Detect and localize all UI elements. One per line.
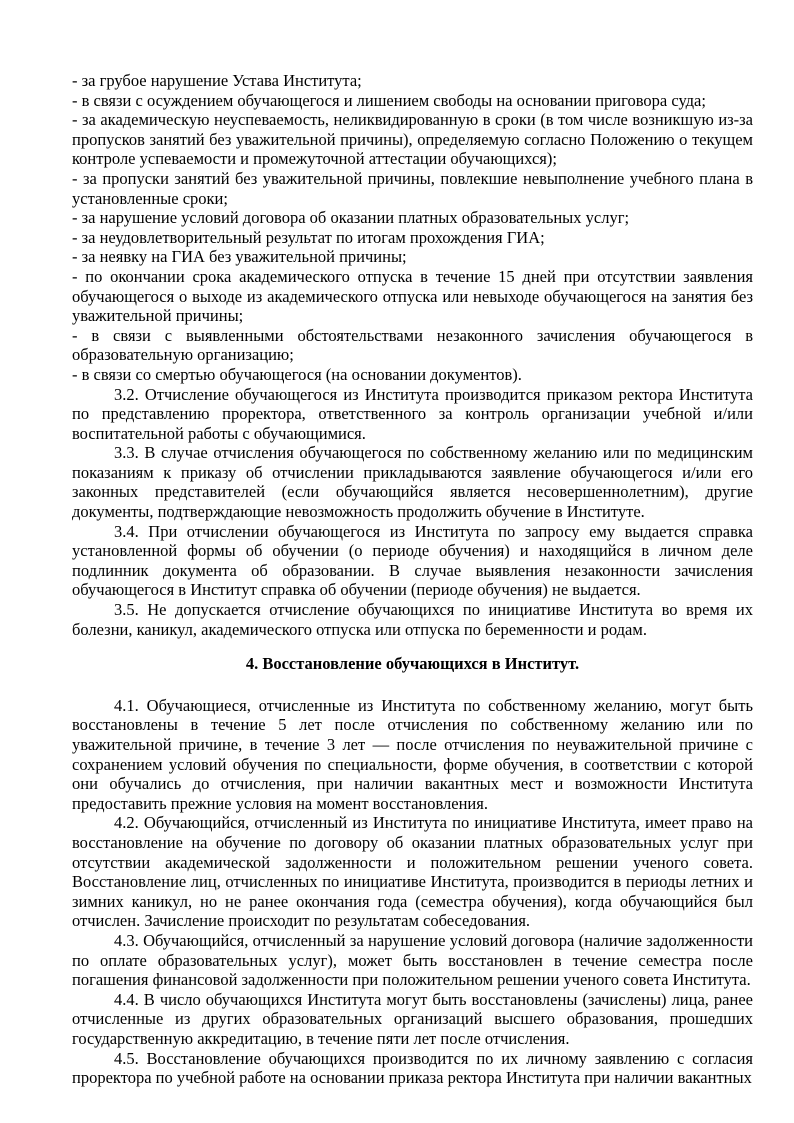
expulsion-reason-item: - по окончании срока академического отпуска в течение 15 дней при отсутствии заявления обучающегося о выходе из академического отпуска или невыходе обучающегося на занятия без уважительной причины; [72, 266, 753, 326]
clause-3-5: 3.5. Не допускается отчисление обучающихся по инициативе Института во время их болезни, каникул, академического отпуска или отпуска по беременности и родам. [72, 600, 753, 639]
expulsion-reason-item: - за грубое нарушение Устава Института; [72, 71, 362, 90]
clause-4-3: 4.3. Обучающийся, отчисленный за нарушение условий договора (наличие задолженности по оплате образовательных услуг), может быть восстановлен в течение семестра после погашения финансовой задолженности при положительном решении ученого совета Института. [72, 930, 753, 990]
clause-4-1: 4.1. Обучающиеся, отчисленные из Института по собственному желанию, могут быть восстановлены в течение 5 лет после отчисления по собственному желанию или по уважительной причине, в течение 3 лет — после отчисления по неуважительной причине с сохранением условий обучения по специальности, форме обучения, в соответствии с которой они обучались до отчисления, при наличии вакантных мест и возможности Института предоставить прежние условия на момент восстановления. [72, 695, 753, 813]
expulsion-reason-item: - за академическую неуспеваемость, неликвидированную в сроки (в том числе возникшую из-за пропусков занятий без уважительной причины), определяемую согласно Положению о текущем контроле успеваемости и промежуточной аттестации обучающихся); [72, 110, 753, 169]
clause-3-4: 3.4. При отчислении обучающегося из Института по запросу ему выдается справка установленной формы об обучении (о периоде обучения) и находящийся в личном деле подлинник документа об образовании. В случае выявления незаконности зачисления обучающегося в Институт справка об обучении (периоде обучения) не выдается. [72, 521, 753, 600]
clause-4-2: 4.2. Обучающийся, отчисленный из Института по инициативе Института, имеет право на восстановление на обучение по договору об оказании платных образовательных услуг при отсутствии академической задолженности и положительном решении ученого совета. Восстановление лиц, отчисленных по инициативе Института, производится в периоды летних и зимних каникул, но не ранее окончания года (семестра обучения), когда обучающийся был отчислен. Зачисление происходит по результатам собеседования. [72, 813, 753, 931]
clause-4-5: 4.5. Восстановление обучающихся производится по их личному заявлению с согласия проректора по учебной работе на основании приказа ректора Института при наличии вакантных [72, 1048, 753, 1088]
expulsion-reason-item: - за неявку на ГИА без уважительной причины; [72, 247, 407, 267]
clause-3-3: 3.3. В случае отчисления обучающегося по собственному желанию или по медицинским показаниям к приказу об отчислении прикладываются заявление обучающегося и/или его законных представителей (если обучающийся является несовершеннолетним), другие документы, подтверждающие невозможность продолжить обучение в Институте. [72, 443, 753, 522]
expulsion-reason-item: - в связи со смертью обучающегося (на основании документов). [72, 364, 522, 384]
document-body [72, 71, 753, 1088]
expulsion-reason-item: - за неудовлетворительный результат по итогам прохождения ГИА; [72, 227, 545, 247]
expulsion-reason-item: - в связи с выявленными обстоятельствами незаконного зачисления обучающегося в образовательную организацию; [72, 325, 753, 365]
clause-4-4: 4.4. В число обучающихся Института могут быть восстановлены (зачислены) лица, ранее отчисленные из других образовательных организаций высшего образования, прошедших государственную аккредитацию, в течение пяти лет после отчисления. [72, 989, 753, 1048]
section-4-heading: 4. Восстановление обучающихся в Институт. [245, 654, 580, 674]
expulsion-reason-item: - за пропуски занятий без уважительной причины, повлекшие невыполнение учебного плана в установленные сроки; [72, 168, 753, 208]
expulsion-reason-item: - за нарушение условий договора об оказании платных образовательных услуг; [72, 208, 630, 228]
expulsion-reason-item: - в связи с осуждением обучающегося и лишением свободы на основании приговора суда; [72, 90, 706, 110]
clause-3-2: 3.2. Отчисление обучающегося из Института производится приказом ректора Института по представлению проректора, ответственного за контроль организации учебной и/или воспитательной работы с обучающимися. [72, 384, 753, 443]
